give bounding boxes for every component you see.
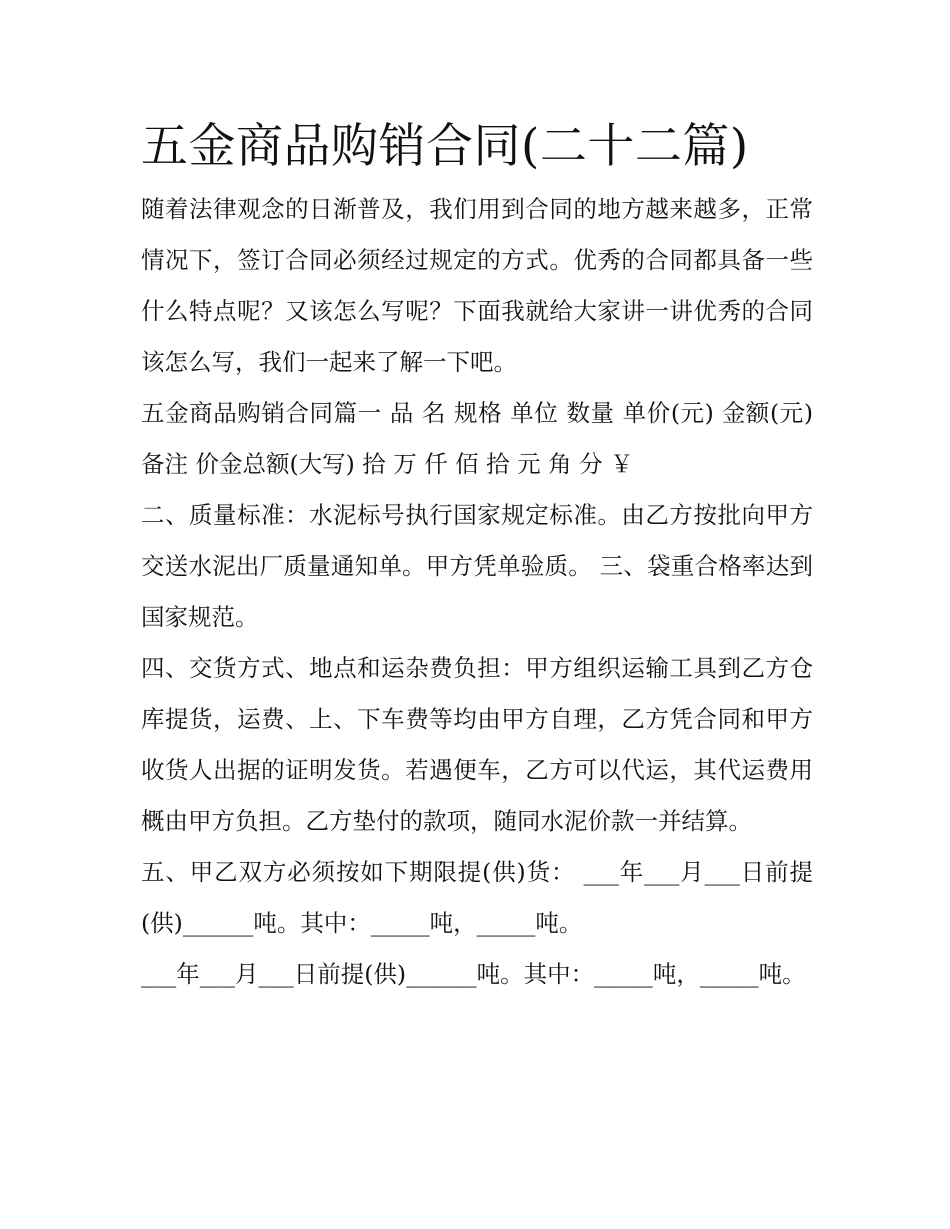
- delivery-schedule-paragraph: 五、甲乙双方必须按如下期限提(供)货： ___年___月___日前提(供)______吨。其中：_____吨，_____吨。: [141, 858, 813, 937]
- delivery-method-paragraph: 四、交货方式、地点和运杂费负担：甲方组织运输工具到乙方仓库提货，运费、上、下车费等均由甲方自理，乙方凭合同和甲方收货人出据的证明发货。若遇便车，乙方可以代运，其代运费用概由甲方负担。乙方垫付的款项，随同水泥价款一并结算。: [141, 654, 813, 835]
- document-page: [141, 112, 813, 1000]
- delivery-schedule-paragraph-2: ___年___月___日前提(供)______吨。其中：_____吨，_____吨。: [141, 960, 806, 988]
- table-header-paragraph: 五金商品购销合同篇一 品 名 规格 单位 数量 单价(元) 金额(元) 备注 价金总额(大写) 拾 万 仟 佰 拾 元 角 分 ￥: [141, 399, 813, 478]
- quality-standard-paragraph: 二、质量标准：水泥标号执行国家规定标准。由乙方按批向甲方交送水泥出厂质量通知单。甲方凭单验质。 三、袋重合格率达到国家规范。: [141, 501, 813, 631]
- document-title: 五金商品购销合同(二十二篇): [141, 119, 749, 174]
- intro-paragraph: 随着法律观念的日渐普及，我们用到合同的地方越来越多，正常情况下，签订合同必须经过规定的方式。优秀的合同都具备一些什么特点呢？又该怎么写呢？下面我就给大家讲一讲优秀的合同该怎么写，我们一起来了解一下吧。: [141, 195, 813, 376]
